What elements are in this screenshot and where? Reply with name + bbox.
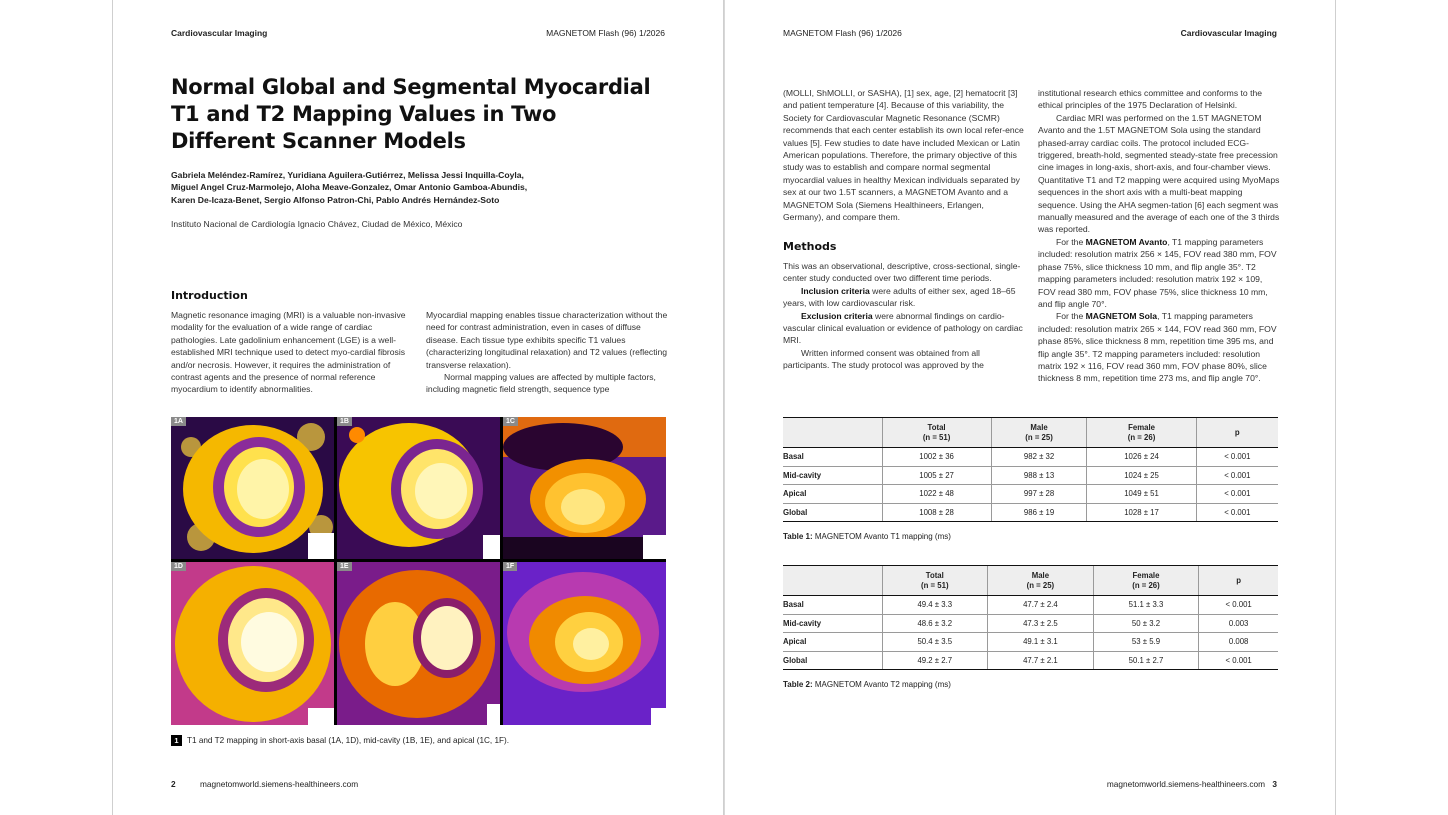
table-cell: 50.4 ± 3.5 xyxy=(882,633,988,652)
exclusion-text: were abnormal findings on cardio-vascular clinical evaluation or evidence of pathology on cardiac MRI. xyxy=(783,310,1023,346)
table-row xyxy=(783,485,1278,504)
table-caption-label: Table 2: xyxy=(783,680,813,689)
table-cell: 49.1 ± 3.1 xyxy=(988,633,1094,652)
table-cell: 47.3 ± 2.5 xyxy=(988,614,1094,633)
table-cell: 50.1 ± 2.7 xyxy=(1093,651,1199,670)
table-cell: Mid-cavity xyxy=(783,466,882,485)
running-head-right: Cardiovascular Imaging xyxy=(1180,28,1277,38)
table-caption-text: MAGNETOM Avanto T1 mapping (ms) xyxy=(812,532,951,541)
figure-number-badge: 1 xyxy=(171,735,182,746)
t1-map-apical-image xyxy=(503,417,666,559)
issue-label-left: MAGNETOM Flash (96) 1/2026 xyxy=(546,28,665,38)
body-paragraph: Cardiac MRI was performed on the 1.5T MAGNETOM Avanto and the 1.5T MAGNETOM Sola using the standard phased-array cardiac coils. The protocol included ECG-triggered, breath-hold, segmented steady-state free precession cine images in long-axis, short-axis, and four-chamber views. Quantitative T1 and T2 mapping were acquired using MyoMaps sequences in the short axis with a multi-beat mapping sequence. Using the AHA segmen-tation [6] each segment was manually measured and the average of each one of the 3 thirds was reported. xyxy=(1038,112,1280,235)
table-cell: 1028 ± 17 xyxy=(1087,503,1196,522)
sola-intro: For the xyxy=(1056,311,1086,322)
table-cell: 50 ± 3.2 xyxy=(1093,614,1199,633)
sola-text: , T1 mapping parameters included: resolution matrix 265 × 144, FOV read 360 mm, FOV phase 85%, slice thickness 8 mm, repetition time 395 ms, and flip angle 35°. T2 mapping parameters included: resolution matrix 192 × 116, FOV read 360 mm, FOV phase 80%, slice thickness 8 mm, repetition time 273 ms, and flip angle 70°. xyxy=(1038,311,1277,384)
table-cell: 988 ± 13 xyxy=(991,466,1087,485)
sola-label: MAGNETOM Sola xyxy=(1085,311,1158,322)
page-number-left: 2 xyxy=(171,779,176,789)
table-cell: Global xyxy=(783,651,882,670)
table-header-row xyxy=(783,566,1278,596)
methods-column xyxy=(783,260,1025,372)
avanto-text: , T1 mapping parameters included: resolution matrix 256 × 145, FOV read 380 mm, FOV phase 75%, slice thickness 10 mm, and flip angle 35°. T2 mapping parameters included: resolution matrix 192 × 109, FOV read 380 mm, FOV phase 75%, slice thickness 10 mm, and flip angle 70°. xyxy=(1038,236,1277,309)
table-caption-label: Table 1: xyxy=(783,532,813,541)
table-cell: < 0.001 xyxy=(1199,596,1278,615)
table-cell: 1005 ± 27 xyxy=(882,466,991,485)
page-number-right: 3 xyxy=(1272,779,1277,789)
table-cell: Mid-cavity xyxy=(783,614,882,633)
table-cell: 1002 ± 36 xyxy=(882,448,991,467)
table-cell: < 0.001 xyxy=(1196,485,1278,504)
intro-paragraph: Normal mapping values are affected by multiple factors, including magnetic field strength, sequence type xyxy=(426,372,656,395)
table-cell: 1024 ± 25 xyxy=(1087,466,1196,485)
table-header-cell xyxy=(783,566,882,596)
inclusion-label: Inclusion criteria xyxy=(801,285,870,296)
figure-panel-1a xyxy=(171,417,334,559)
table-cell: Basal xyxy=(783,448,882,467)
table-header-cell: p xyxy=(1196,418,1278,448)
methods-heading: Methods xyxy=(783,240,837,253)
t2-map-apical-image xyxy=(503,562,666,725)
article-title: Normal Global and Segmental Myocardial T1 and T2 Mapping Values in Two Different Scanner Models xyxy=(171,75,651,153)
website-footer-right: magnetomworld.siemens-healthineers.com xyxy=(1106,779,1265,789)
table-cell: 982 ± 32 xyxy=(991,448,1087,467)
avanto-paragraph xyxy=(1038,236,1280,310)
table-cell: 997 ± 28 xyxy=(991,485,1087,504)
table-header-cell: Female (n = 26) xyxy=(1087,418,1196,448)
body-column-2 xyxy=(1038,87,1280,385)
table-row xyxy=(783,503,1278,522)
intro-column-2 xyxy=(426,309,668,396)
table-cell: 51.1 ± 3.3 xyxy=(1093,596,1199,615)
table-row xyxy=(783,651,1278,670)
issue-label-right: MAGNETOM Flash (96) 1/2026 xyxy=(783,28,902,38)
table-header-cell: Male (n = 25) xyxy=(988,566,1094,596)
t2-map-basal-image xyxy=(171,562,334,725)
t1-map-mid-cavity-image xyxy=(337,417,500,559)
website-footer-left: magnetomworld.siemens-healthineers.com xyxy=(200,779,359,789)
table-cell: Apical xyxy=(783,633,882,652)
table-cell: < 0.001 xyxy=(1196,503,1278,522)
authors-line: Karen De-Icaza-Benet, Sergio Alfonso Patron-Chi, Pablo Andrés Hernández-Soto xyxy=(171,194,500,205)
right-page xyxy=(724,0,1336,815)
inclusion-text: were adults of either sex, aged 18–65 years, with low cardiovascular risk. xyxy=(783,285,1016,309)
table-cell: Global xyxy=(783,503,882,522)
table-cell: Apical xyxy=(783,485,882,504)
table-cell: 1026 ± 24 xyxy=(1087,448,1196,467)
figure-panel-1e xyxy=(337,562,500,725)
intro-paragraph: Myocardial mapping enables tissue characterization without the need for contrast administration, even in cases of diffuse disease. Each tissue type exhibits specific T1 values (characterizing longitudinal relaxation) and T2 values (reflecting transverse relaxation). xyxy=(426,310,668,370)
figure-panel-1d xyxy=(171,562,334,725)
consent-paragraph: Written informed consent was obtained from all participants. The study protocol was approved by the xyxy=(783,347,984,371)
table-header-cell xyxy=(783,418,882,448)
figure-panel-1b xyxy=(337,417,500,559)
table-caption-text: MAGNETOM Avanto T2 mapping (ms) xyxy=(812,680,951,689)
avanto-intro: For the xyxy=(1056,236,1086,247)
table-header-cell: Female (n = 26) xyxy=(1093,566,1199,596)
table-row xyxy=(783,596,1278,615)
table-cell: 1022 ± 48 xyxy=(882,485,991,504)
table-cell: 986 ± 19 xyxy=(991,503,1087,522)
figure-caption-text: T1 and T2 mapping in short-axis basal (1A, 1D), mid-cavity (1B, 1E), and apical (1C, 1F). xyxy=(187,736,510,745)
table-cell: 1049 ± 51 xyxy=(1087,485,1196,504)
panel-label: 1C xyxy=(503,417,518,426)
table-row xyxy=(783,466,1278,485)
table-1-caption xyxy=(783,532,951,541)
exclusion-paragraph xyxy=(783,310,1025,347)
table-header-cell: Total (n = 51) xyxy=(882,566,988,596)
intro-column-1 xyxy=(171,309,408,396)
figure-panel-1c xyxy=(503,417,666,559)
table-cell: Basal xyxy=(783,596,882,615)
table-header-cell: p xyxy=(1199,566,1278,596)
table-cell: 49.2 ± 2.7 xyxy=(882,651,988,670)
table-row xyxy=(783,448,1278,467)
panel-label: 1F xyxy=(503,562,517,571)
table-cell: 47.7 ± 2.1 xyxy=(988,651,1094,670)
table-header-cell: Male (n = 25) xyxy=(991,418,1087,448)
table-cell: < 0.001 xyxy=(1199,651,1278,670)
running-head-left: Cardiovascular Imaging xyxy=(171,28,268,38)
panel-label: 1D xyxy=(171,562,186,571)
avanto-label: MAGNETOM Avanto xyxy=(1085,236,1168,247)
body-column-1 xyxy=(783,87,1025,223)
table-cell: 0.003 xyxy=(1199,614,1278,633)
exclusion-label: Exclusion criteria xyxy=(801,310,873,321)
panel-label: 1A xyxy=(171,417,186,426)
figure-caption xyxy=(171,735,509,746)
table-1-t1-mapping xyxy=(783,417,1278,522)
table-header-row xyxy=(783,418,1278,448)
authors xyxy=(171,169,571,206)
figure-1-mapping-grid xyxy=(171,417,666,725)
table-cell: 47.7 ± 2.4 xyxy=(988,596,1094,615)
table-2-t2-mapping xyxy=(783,565,1278,670)
body-paragraph: (MOLLI, ShMOLLI, or SASHA), [1] sex, age, [2] hematocrit [3] and patient temperature [4]. Because of this variability, the Society for Cardiovascular Magnetic Resonance (SCMR) recommends that each center establish its own local refer-ence values [5]. Few studies to date have included Mexican or Latin American populations. Therefore, the primary objective of this study was to establish and compare normal segmental myocardial values in healthy Mexican individuals separated by sex at our two 1.5T scanners, a MAGNETOM Avanto and a MAGNETOM Sola (Siemens Healthineers, Erlangen, Germany), and compare them. xyxy=(783,88,1024,223)
inclusion-paragraph xyxy=(783,285,1025,310)
table-row xyxy=(783,633,1278,652)
table-2-caption xyxy=(783,680,951,689)
sola-paragraph xyxy=(1038,310,1280,384)
table-row xyxy=(783,614,1278,633)
table-cell: < 0.001 xyxy=(1196,448,1278,467)
authors-line: Gabriela Meléndez-Ramírez, Yuridiana Aguilera-Gutiérrez, Melissa Jessi Inquilla-Coyla, xyxy=(171,170,524,180)
table-cell: 49.4 ± 3.3 xyxy=(882,596,988,615)
left-page xyxy=(112,0,724,815)
table-cell: < 0.001 xyxy=(1196,466,1278,485)
authors-line: Miguel Angel Cruz-Marmolejo, Aloha Meave-Gonzalez, Omar Antonio Gamboa-Abundis, xyxy=(171,182,528,193)
panel-label: 1E xyxy=(337,562,352,571)
panel-label: 1B xyxy=(337,417,352,426)
table-cell: 48.6 ± 3.2 xyxy=(882,614,988,633)
table-cell: 53 ± 5.9 xyxy=(1093,633,1199,652)
methods-paragraph: This was an observational, descriptive, cross-sectional, single-center study conducted over two different time periods. xyxy=(783,261,1021,284)
figure-panel-1f xyxy=(503,562,666,725)
t1-map-basal-image xyxy=(171,417,334,559)
body-paragraph: institutional research ethics committee and conforms to the ethical principles of the 1975 Declaration of Helsinki. xyxy=(1038,88,1263,111)
t2-map-mid-cavity-image xyxy=(337,562,500,725)
table-cell: 0.008 xyxy=(1199,633,1278,652)
introduction-heading: Introduction xyxy=(171,289,248,302)
intro-paragraph: Magnetic resonance imaging (MRI) is a valuable non-invasive modality for the evaluation of a wide range of cardiac pathologies. Late gadolinium enhancement (LGE) is a well-established MRI technique used to detect myo-cardial fibrosis and/or necrosis. However, it requires the administration of contrast agents and the presence of normal reference myocardium to identify abnormalities. xyxy=(171,310,406,395)
table-cell: 1008 ± 28 xyxy=(882,503,991,522)
affiliation: Instituto Nacional de Cardiología Ignacio Chávez, Ciudad de México, México xyxy=(171,219,463,229)
table-header-cell: Total (n = 51) xyxy=(882,418,991,448)
